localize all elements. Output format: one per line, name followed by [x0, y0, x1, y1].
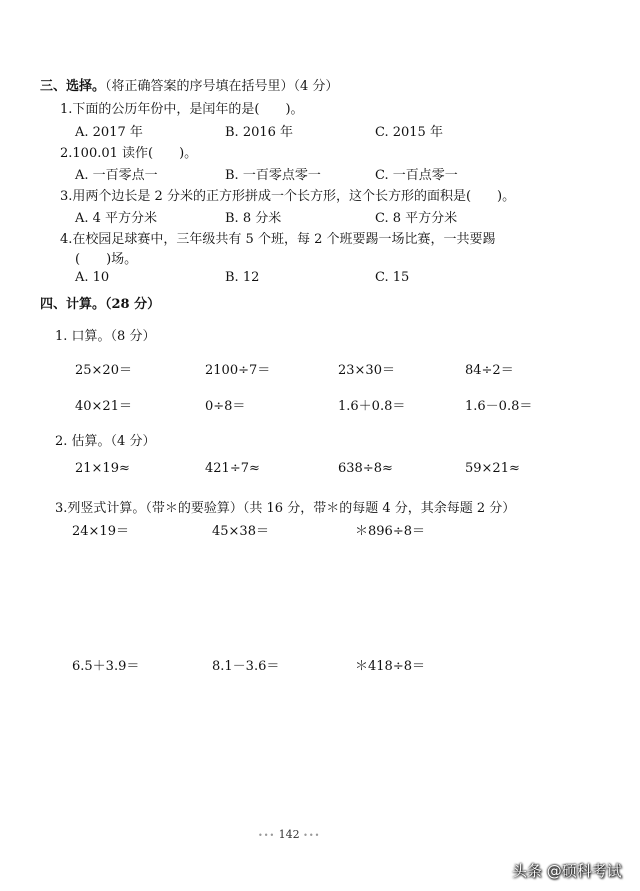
question-4-stem: 4.在校园足球赛中，三年级共有 5 个班，每 2 个班要踢一场比赛，一共要踢 [60, 232, 496, 247]
vertical-calc-item: 6.5＋3.9＝ [72, 659, 140, 674]
oral-item: 2100÷7＝ [205, 363, 271, 378]
estimate-item: 421÷7≈ [205, 461, 260, 476]
oral-item: 40×21＝ [75, 399, 132, 414]
question-1-stem: 1.下面的公历年份中，是闰年的是( )。 [60, 102, 304, 117]
question-4-option-c: C. 15 [375, 270, 410, 285]
oral-item: 25×20＝ [75, 363, 132, 378]
oral-item: 1.6－0.8＝ [465, 399, 533, 414]
estimate-item: 21×19≈ [75, 461, 130, 476]
question-1-option-a: A. 2017 年 [75, 125, 143, 140]
question-2-stem: 2.100.01 读作( )。 [60, 146, 198, 161]
question-3-stem: 3.用两个边长是 2 分米的正方形拼成一个长方形，这个长方形的面积是( )。 [60, 189, 516, 204]
question-2-option-c: C. 一百点零一 [375, 168, 458, 183]
vertical-calc-item: 24×19＝ [72, 524, 129, 539]
question-3-option-b: B. 8 分米 [225, 211, 282, 226]
vertical-calc-item: ＊896÷8＝ [355, 524, 425, 539]
page-number-footer [258, 828, 320, 841]
section-3-heading: 三、选择。（将正确答案的序号填在括号里）（4 分） [40, 79, 339, 94]
footer-dots-left: ••• [258, 831, 276, 840]
question-2-option-a: A. 一百零点一 [75, 168, 158, 183]
oral-item: 23×30＝ [338, 363, 395, 378]
estimate-item: 638÷8≈ [338, 461, 393, 476]
question-4-stem-cont: ( )场。 [75, 252, 138, 267]
watermark: 头条 @硕科考试 [512, 862, 622, 880]
estimate-title: 2. 估算。（4 分） [55, 434, 156, 449]
section-3-instruction: （将正确答案的序号填在括号里）（4 分） [105, 79, 339, 94]
question-3-option-c: C. 8 平方分米 [375, 211, 458, 226]
estimate-item: 59×21≈ [465, 461, 520, 476]
section-4-heading: 四、计算。（28 分） [40, 297, 161, 312]
question-4-option-b: B. 12 [225, 270, 260, 285]
question-3-option-a: A. 4 平方分米 [75, 211, 158, 226]
question-1-option-c: C. 2015 年 [375, 125, 443, 140]
vertical-calc-item: ＊418÷8＝ [355, 659, 425, 674]
oral-item: 0÷8＝ [205, 399, 246, 414]
question-2-option-b: B. 一百零点零一 [225, 168, 321, 183]
vertical-calc-title: 3.列竖式计算。（带＊的要验算）（共 16 分，带＊的每题 4 分，其余每题 2 分） [55, 501, 516, 516]
oral-title: 1. 口算。（8 分） [55, 329, 156, 344]
oral-item: 1.6＋0.8＝ [338, 399, 406, 414]
question-4-option-a: A. 10 [75, 270, 110, 285]
question-1-option-b: B. 2016 年 [225, 125, 294, 140]
page-number: 142 [278, 828, 300, 841]
oral-item: 84÷2＝ [465, 363, 514, 378]
vertical-calc-item: 8.1－3.6＝ [212, 659, 280, 674]
vertical-calc-item: 45×38＝ [212, 524, 269, 539]
footer-dots-right: ••• [303, 831, 321, 840]
